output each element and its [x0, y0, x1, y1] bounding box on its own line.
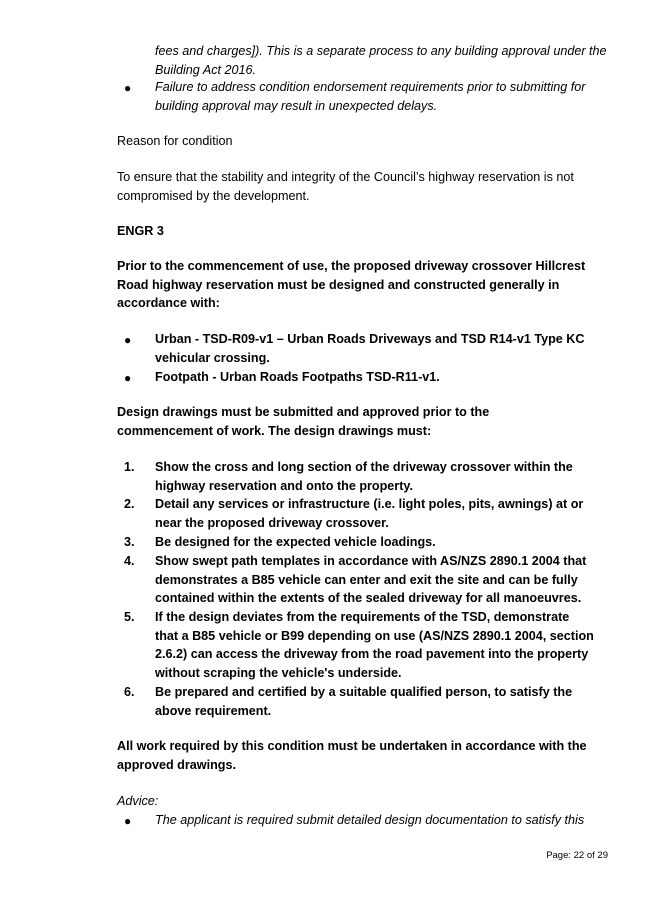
advice-bullet-design: The applicant is required submit detailed design documentation to satisfy this [155, 813, 585, 827]
requirement-item: If the design deviates from the requirements of the TSD, demonstrate that a B85 vehicle or B99 depending on use (AS/NZS 2890.1 2004, section 2.6.2) can access the driveway from the road pavement into the property without scraping the vehicle's underside. [155, 610, 594, 680]
requirement-item: Show swept path templates in accordance with AS/NZS 2890.1 2004 that demonstrates a B85 vehicle can enter and exit the site and can be fully contained within the extents of the sealed driveway for all manoeuvres. [155, 554, 587, 606]
requirement-number: 3. [124, 535, 135, 549]
bullet-dot: ● [124, 814, 132, 828]
bullet-dot: ● [124, 81, 132, 95]
advice-bullet-delays: Failure to address condition endorsement requirements prior to submitting for building approval may result in unexpected delays. [155, 80, 586, 113]
engr3-heading: ENGR 3 [117, 224, 164, 238]
reason-text: To ensure that the stability and integrity of the Council’s highway reservation is not compromised by the development. [117, 170, 574, 203]
requirement-item: Show the cross and long section of the driveway crossover within the highway reservation and onto the property. [155, 460, 573, 493]
reason-heading: Reason for condition [117, 134, 233, 148]
standard-urban: Urban - TSD-R09-v1 – Urban Roads Driveways and TSD R14-v1 Type KC vehicular crossing. [155, 332, 585, 365]
bullet-dot: ● [124, 333, 132, 347]
requirement-item: Be designed for the expected vehicle loadings. [155, 535, 436, 549]
requirement-number: 2. [124, 497, 135, 511]
requirement-number: 5. [124, 610, 135, 624]
bullet-dot: ● [124, 371, 132, 385]
requirement-item: Detail any services or infrastructure (i.e. light poles, pits, awnings) at or near the proposed driveway crossover. [155, 497, 584, 530]
requirement-number: 1. [124, 460, 135, 474]
page-number: Page: 22 of 29 [546, 850, 608, 861]
engr3-intro: Prior to the commencement of use, the proposed driveway crossover Hillcrest Road highway reservation must be designed and constructed generally in accordance with: [117, 259, 586, 311]
advice-continued-text: fees and charges]). This is a separate process to any building approval under the Building Act 2016. [155, 44, 607, 77]
standard-footpath: Footpath - Urban Roads Footpaths TSD-R11-v1. [155, 370, 440, 384]
requirement-number: 6. [124, 685, 135, 699]
design-intro: Design drawings must be submitted and approved prior to the commencement of work. The design drawings must: [117, 405, 490, 438]
requirement-number: 4. [124, 554, 135, 568]
advice-heading: Advice: [117, 794, 159, 808]
requirement-item: Be prepared and certified by a suitable qualified person, to satisfy the above requirement. [155, 685, 573, 718]
engr3-closing: All work required by this condition must be undertaken in accordance with the approved drawings. [117, 739, 587, 772]
